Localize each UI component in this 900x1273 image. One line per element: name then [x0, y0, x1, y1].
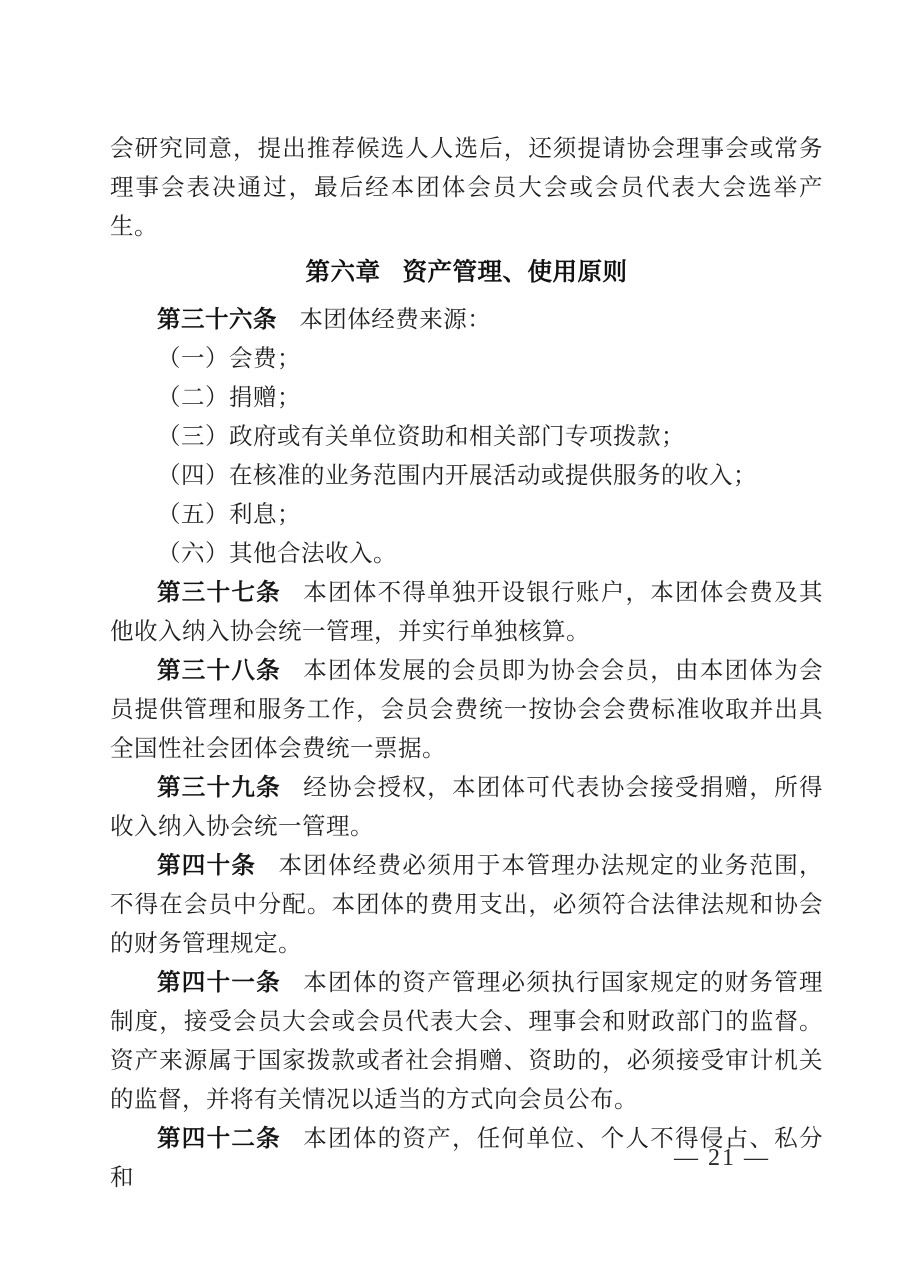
article-36-text: 本团体经费来源： — [299, 307, 492, 333]
article-37-text: 本团体不得单独开设银行账户，本团体会费及其他收入纳入协会统一管理，并实行单独核算。 — [110, 580, 823, 645]
article-40-text: 本团体经费必须用于本管理办法规定的业务范围，不得在会员中分配。本团体的费用支出，必须符合法律法规和协会的财务管理规定。 — [110, 853, 824, 957]
page-number: — 21 — — [674, 1145, 770, 1171]
article-38 — [110, 652, 823, 769]
chapter-title: 资产管理、使用原则 — [402, 259, 628, 286]
article-37 — [110, 574, 823, 652]
article-36 — [110, 301, 823, 340]
article-39 — [110, 769, 823, 847]
article-39-text: 经协会授权，本团体可代表协会接受捐赠，所得收入纳入协会统一管理。 — [110, 775, 823, 840]
article-41-number: 第四十一条 — [157, 970, 281, 996]
article-40-number: 第四十条 — [157, 853, 257, 879]
continuation-paragraph: 会研究同意，提出推荐候选人人选后，还须提请协会理事会或常务理事会表决通过，最后经本团体会员大会或会员代表大会选举产生。 — [110, 136, 823, 240]
article-38-number: 第三十八条 — [157, 658, 281, 684]
article-38-text: 本团体发展的会员即为协会会员，由本团体为会员提供管理和服务工作，会员会费统一按协会会费标准收取并出具全国性社会团体会费统一票据。 — [110, 658, 823, 762]
funding-item-3: （三）政府或有关单位资助和相关部门专项拨款； — [157, 424, 685, 450]
article-41-text: 本团体的资产管理必须执行国家规定的财务管理制度，接受会员大会或会员代表大会、理事会和财政部门的监督。资产来源属于国家拨款或者社会捐赠、资助的，必须接受审计机关的监督，并将有关情况以适当的方式向会员公布。 — [110, 970, 823, 1113]
document-body — [110, 130, 823, 1198]
funding-item-4: （四）在核准的业务范围内开展活动或提供服务的收入； — [157, 463, 757, 489]
article-37-number: 第三十七条 — [157, 580, 281, 606]
article-41 — [110, 964, 823, 1120]
chapter-number: 第六章 — [305, 259, 381, 286]
article-40 — [110, 847, 823, 964]
funding-item-2: （二）捐赠； — [157, 385, 301, 411]
article-39-number: 第三十九条 — [157, 775, 281, 801]
funding-item-6: （六）其他合法收入。 — [157, 541, 397, 567]
chapter-heading — [110, 253, 823, 292]
article-36-number: 第三十六条 — [157, 307, 277, 333]
funding-item-5: （五）利息； — [157, 502, 301, 528]
article-42-text: 本团体的资产，任何单位、个人不得侵占、私分和 — [110, 1126, 823, 1191]
funding-item-1: （一）会费； — [157, 346, 301, 372]
article-42-number: 第四十二条 — [157, 1126, 281, 1152]
